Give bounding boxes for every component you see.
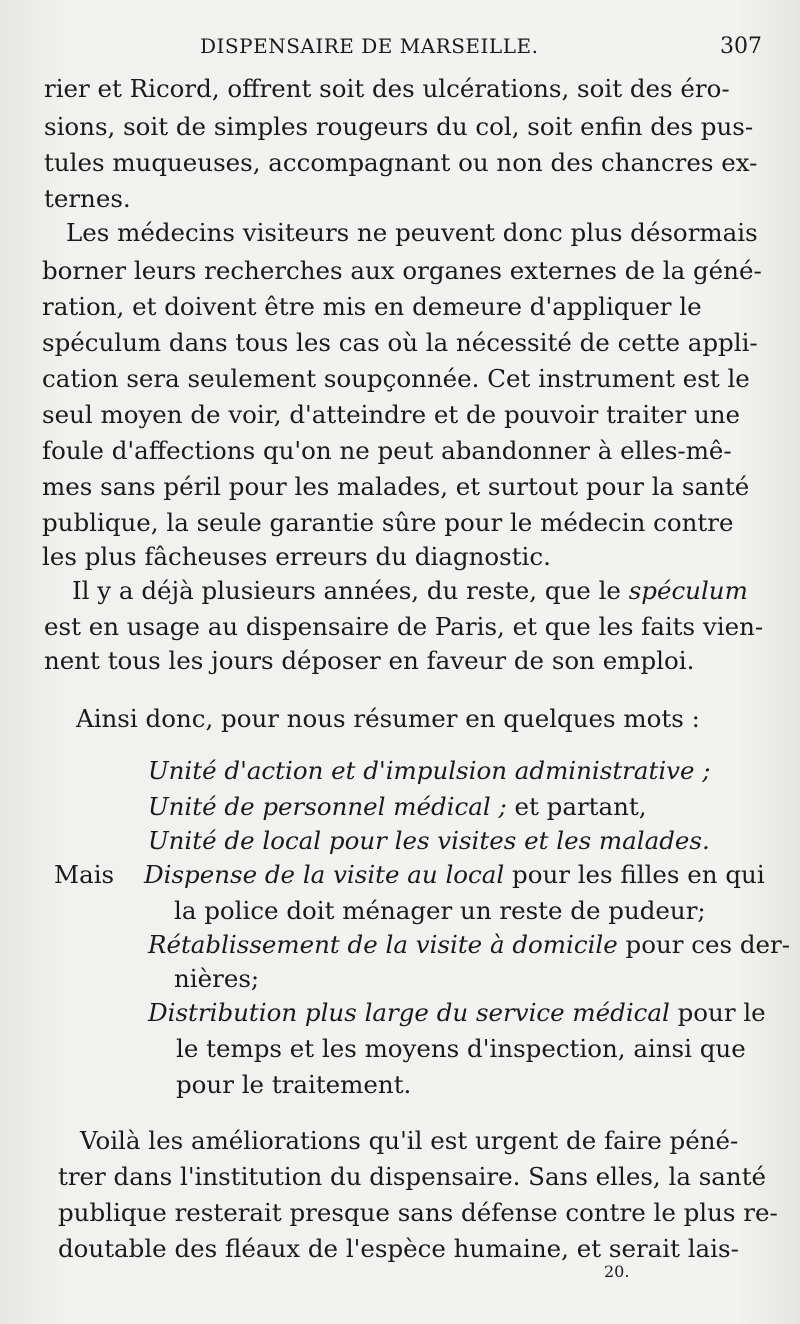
italic-term: Distribution plus large du service médical [148, 998, 670, 1027]
list-item [144, 860, 765, 889]
text-line: Voilà les améliorations qu'il est urgent de faire péné- [80, 1126, 739, 1155]
text-line: le temps et les moyens d'inspection, ainsi que [176, 1034, 746, 1063]
text-line: est en usage au dispensaire de Paris, et que les faits vien- [44, 612, 764, 641]
text-line: ternes. [44, 184, 131, 213]
text-line: cation sera seulement soupçonnée. Cet instrument est le [42, 364, 750, 393]
list-item [148, 998, 766, 1027]
italic-term: Unité de personnel médical ; [148, 792, 507, 821]
text-line: foule d'affections qu'on ne peut abandonner à elles-mê- [42, 436, 732, 465]
italic-term: Dispense de la visite au local [144, 860, 505, 889]
list-item [148, 930, 790, 959]
text-line: nent tous les jours déposer en faveur de son emploi. [44, 646, 695, 675]
text-line: Ainsi donc, pour nous résumer en quelques mots : [76, 704, 700, 733]
text-line: publique, la seule garantie sûre pour le médecin contre [42, 508, 734, 537]
page-header [0, 28, 800, 64]
text-line: pour le traitement. [176, 1070, 412, 1099]
text-line: trer dans l'institution du dispensaire. Sans elles, la santé [58, 1162, 767, 1191]
text-run: pour le [669, 998, 766, 1027]
text-line: mes sans péril pour les malades, et surtout pour la santé [42, 472, 750, 501]
text-line: les plus fâcheuses erreurs du diagnostic. [42, 542, 551, 571]
text-line: rier et Ricord, offrent soit des ulcérations, soit des éro- [44, 74, 730, 103]
mais-label: Mais [54, 860, 115, 889]
text-line: publique resterait presque sans défense contre le plus re- [58, 1198, 778, 1227]
text-line: spéculum dans tous les cas où la nécessité de cette appli- [42, 328, 758, 357]
text-run: et partant, [506, 792, 647, 821]
italic-term: spéculum [628, 576, 748, 605]
text-run: pour les filles en qui [504, 860, 765, 889]
signature-mark: 20. [604, 1262, 630, 1281]
list-item: Unité de local pour les visites et les malades. [148, 826, 710, 855]
text-line [72, 576, 748, 605]
text-line: sions, soit de simples rougeurs du col, soit enfin des pus- [44, 112, 754, 141]
text-run: Il y a déjà plusieurs années, du reste, que le [72, 576, 629, 605]
text-line: nières; [174, 964, 260, 993]
italic-term: Rétablissement de la visite à domicile [148, 930, 618, 959]
text-line: borner leurs recherches aux organes externes de la géné- [42, 256, 762, 285]
text-line: doutable des fléaux de l'espèce humaine, et serait lais- [58, 1234, 739, 1263]
text-line: Les médecins visiteurs ne peuvent donc plus désormais [66, 218, 758, 247]
text-line: seul moyen de voir, d'atteindre et de pouvoir traiter une [42, 400, 741, 429]
list-item: Unité d'action et d'impulsion administrative ; [148, 756, 711, 785]
list-item [148, 792, 647, 821]
text-run: pour ces der- [617, 930, 791, 959]
text-line: ration, et doivent être mis en demeure d'appliquer le [42, 292, 702, 321]
text-line: tules muqueuses, accompagnant ou non des chancres ex- [44, 148, 758, 177]
running-title: DISPENSAIRE DE MARSEILLE. [200, 34, 539, 58]
text-line: la police doit ménager un reste de pudeur; [174, 896, 706, 925]
page-number: 307 [720, 34, 762, 59]
